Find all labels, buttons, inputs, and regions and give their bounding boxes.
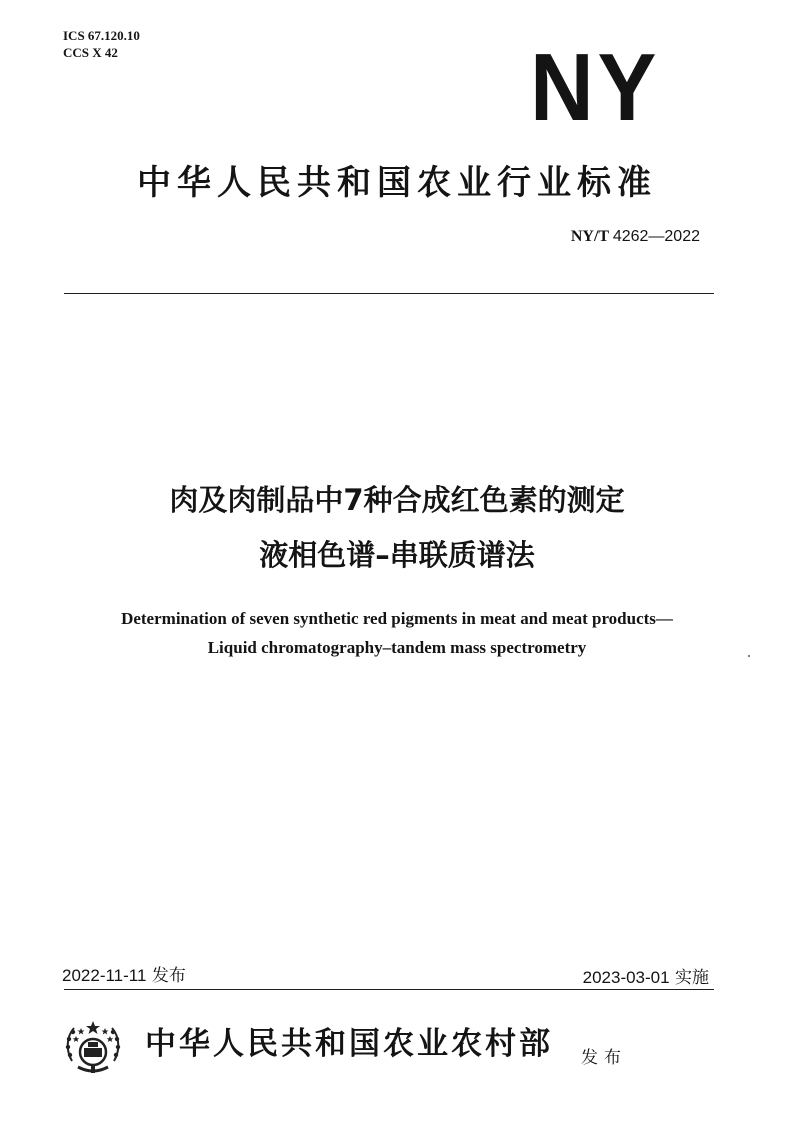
implementation-date — [583, 963, 709, 988]
issue-date-label: 发布 — [146, 966, 186, 986]
chinese-title-line-1: 肉及肉制品中7种合成红色素的测定 — [169, 483, 625, 517]
scan-speck — [748, 655, 750, 657]
standard-number-prefix: NY/T — [570, 228, 613, 245]
ics-code: ICS 67.120.10 — [63, 28, 140, 43]
chinese-title-line-2: 液相色谱–串联质谱法 — [259, 538, 535, 572]
standard-number-code: 4262—2022 — [612, 228, 700, 245]
ny-logo: NY — [530, 34, 661, 141]
english-title-line-2: Liquid chromatography–tandem mass spectrometry — [207, 638, 587, 657]
ccs-code: CCS X 42 — [63, 45, 118, 60]
bottom-divider — [64, 989, 714, 990]
standard-number — [571, 228, 700, 246]
standard-category-title: 中华人民共和国农业行业标准 — [137, 163, 657, 203]
implementation-date-label: 实施 — [669, 968, 709, 988]
issue-date — [62, 961, 186, 986]
issuing-ministry: 中华人民共和国农业农村部 — [145, 1026, 553, 1062]
top-divider — [64, 293, 714, 294]
english-title-line-1: Determination of seven synthetic red pigments in meat and meat products— — [121, 609, 673, 628]
national-emblem-icon — [62, 1015, 124, 1077]
implementation-date-value: 2023-03-01 — [582, 968, 670, 987]
issue-date-value: 2022-11-11 — [62, 966, 147, 985]
issuer-publish-label: 发布 — [581, 1048, 627, 1068]
